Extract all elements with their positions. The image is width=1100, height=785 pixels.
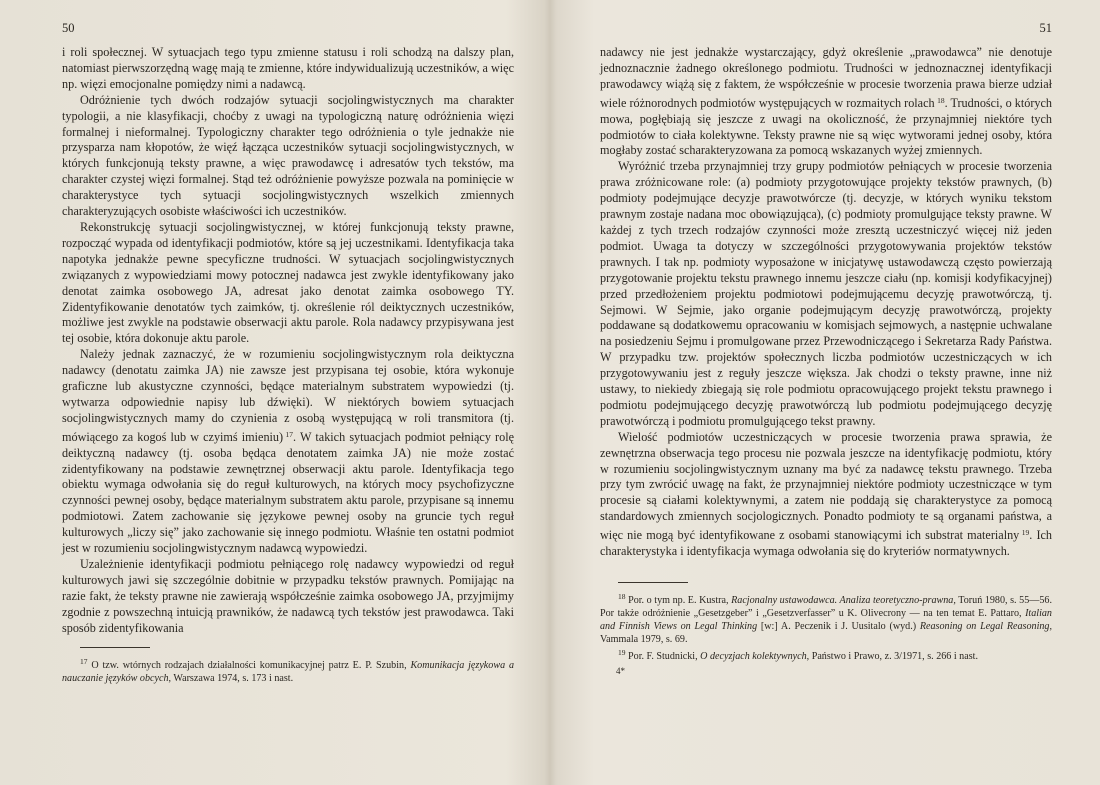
footnote-number: 18 — [618, 592, 626, 601]
footnote-text: Toruń 1980, s. 55—56. Por także odróżnienie „Gesetzgeber” i „Gesetzverfasser” u K. Olivecrony — na ten temat E. Pattaro, — [600, 595, 1052, 619]
footnotes-left — [62, 655, 514, 685]
right-body-text — [600, 45, 1052, 560]
footnote-text: Państwo i Prawo, z. 3/1971, s. 266 i nast. — [811, 651, 978, 662]
paragraph: i roli społecznej. W sytuacjach tego typu zmienne statusu i roli schodzą na dalszy plan, natomiast pierwszorzędną wagę mają te zmienne, które indywidualizują uczestników, a więc np. więzi emocjonalne pomiędzy nimi a nadawcą. — [62, 45, 515, 91]
footnote-reference: 17 — [285, 429, 294, 439]
paragraph-text: Należy jednak zaznaczyć, że w rozumieniu socjolingwistycznym rola deiktyczna nadawcy (denotatu zaimka JA) nie zawsze jest przypisana tej osobie, która wykonuje graficzne lub akustyczne czynności, będące materialnym substratem wypowiedzi (tj. wytwarza odpowiednie napisy lub dźwięki). W niektórych bowiem sytuacjach socjolingwistycznych mamy do czynienia z osobą występującą w roli transmitora (tj. mówiącego za kogoś lub w czyimś imieniu) — [62, 347, 514, 444]
paragraph: Wyróżnić trzeba przynajmniej trzy grupy podmiotów pełniących w procesie tworzenia prawa zróżnicowane role: (a) podmioty przygotowujące projekty tekstów prawnych, (b) podmioty podejmujące decyzje prawotwórcze (tj. decyzje, w których wyniku tekstom prawnym zostaje nadana moc obowiązująca), (c) podmioty promulgujące teksty prawne. W każdej z tych trzech rodzajów czynności może zresztą uczestniczyć więcej niż jeden podmiot. Uwaga ta dotyczy w szczególności przygotowywania projektów tekstów prawnych. I tak np. podmioty wyposażone w inicjatywę ustawodawczą często powierzają przygotowanie projektu tekstu prawnego innemu jeszcze ciału (np. komisji kodyfikacyjnej) przed przedłożeniem projektu podmiotowi podejmującemu decyzję prawotwórczą, tj. Sejmowi. W Sejmie, jako organie podejmującym decyzję prawotwórczą, projekty poddawane są dodatkowemu opracowaniu w komisjach sejmowych, a następnie uchwalane na posiedzeniu Sejmu i promulgowane przez Przewodniczącego i Sekretarza Rady Państwa. W przypadku tzw. projektów społecznych liczba podmiotów uczestniczących w ich przygotowywaniu jest z reguły jeszcze większa. Jak chodzi o teksty prawne, inne niż ustawy, to niekiedy zbiegają się role podmiotu opracowującego projekt tekstu prawnego i podmiotu podejmującego decyzję prawotwórczą lub podmiotu podejmującego decyzję prawotwórczą i podmiotu promulgującego tekst prawny. — [600, 159, 1052, 428]
paragraph-text: W takich sytuacjach podmiot pełniący rolę deiktyczną nadawcy (tj. osoba będąca denotatem zaimka JA) nie może zostać zidentyfikowany na podstawie zewnętrznej obserwacji aktu parole. Identyfikacja tego obiektu wymaga odwołania się do reguł kulturowych, na których mocy psychofizyczne czynności pewnej osoby, będące materialnym substratem aktu parole, przypisane są innemu podmiotowi. Zatem zachowanie się językowe pewnej osoby na gruncie tych reguł kulturowych „liczy się” jako zachowanie się innego podmiotu. Właśnie ten ostatni podmiot jest w rozumieniu socjolingwistycznym nadawcą wypowiedzi. — [62, 429, 514, 556]
footnote-text: O tzw. wtórnych rodzajach działalności komunikacyjnej patrz E. P. Szubin, — [91, 659, 407, 671]
page-number-left: 50 — [62, 21, 75, 35]
footnote-text: Por. o tym np. E. Kustra, — [628, 595, 729, 606]
footnote-text: Por. F. Studnicki, — [628, 651, 698, 662]
footnote — [600, 646, 1052, 663]
footnote-title: Italian and Finnish Views on Legal Thinking — [600, 608, 1052, 632]
paragraph-text: . Trudności, o których mowa, pogłębiają się jeszcze z uwagi na okoliczność, że przynajmniej niektóre tych podmiotów to ciała kolektywne. Teksty prawne nie są więc wytworami jednej osoby, która mogłaby zostać scharakteryzowana za pomocą wskazanych wyżej zmiennych. — [600, 95, 1052, 158]
footnote-text: Warszawa 1974, s. 173 i nast. — [173, 672, 294, 684]
footnote-text: Vammala 1979, s. 69. — [600, 634, 688, 645]
footnote-divider — [618, 582, 688, 583]
paragraph: Należy jednak zaznaczyć, że w rozumieniu socjolingwistycznym rola deiktyczna nadawcy (denotatu zaimka JA) nie zawsze jest przypisana tej osobie, która wykonuje graficzne lub akustyczne czynności, będące materialnym substratem wypowiedzi (tj. wytwarza odpowiednie napisy lub dźwięki). W niektórych bowiem sytuacjach socjolingwistycznych mamy do czynienia z osobą występującą w roli transmitora (tj. mówiącego za kogoś lub w czyimś imieniu) $^{17}$. W takich sytuacjach podmiot pełniący rolę deiktyczną nadawcy (tj. osoba będąca denotatem zaimka JA) nie może zostać zidentyfikowany na podstawie zewnętrznej obserwacji aktu parole. Identyfikacja tego obiektu wymaga odwołania się do reguł kulturowych, na których mocy psychofizyczne czynności pewnej osoby, będące materialnym substratem aktu parole, przypisane są innemu podmiotowi. Zatem zachowanie się językowe pewnej osoby na gruncie tych reguł kulturowych „liczy się” jako zachowanie się innego podmiotu. Właśnie ten ostatni podmiot jest w rozumieniu socjolingwistycznym nadawcą wypowiedzi. — [62, 347, 514, 556]
paragraph: Odróżnienie tych dwóch rodzajów sytuacji socjolingwistycznych ma charakter typologii, a nie klasyfikacji, choćby z uwagi na typologiczną naturę odróżnienia więzi formalnej i nieformalnej. Typologiczny charakter tego odróżnienia o tyle jednakże nie przysparza nam kłopotów, że więź łącząca uczestników sytuacji socjolingwistycznych, w których funkcjonują teksty prawne, a więc prawodawcę i adresatów tych tekstów, ma charakter czystej więzi formalnej. Stąd też odróżnienie powyższe pozwala na pominięcie w charakterystyce tych sytuacji socjolingwistycznych wszelkich zmiennych charakteryzujących osobiste właściwości ich uczestników. — [62, 92, 514, 219]
paragraph: Rekonstrukcję sytuacji socjolingwistycznej, w której funkcjonują teksty prawne, rozpocząć wypada od identyfikacji podmiotów, które są jej uczestnikami. Identyfikacja taka napotyka jednakże pewne specyficzne trudności. W sytuacjach socjolingwistycznych związanych z wypowiedziami mowy potocznej nadawca jest zwykle identyfikowany jako denotat zaimka osobowego JA, adresat jako denotat zaimka osobowego TY. Zidentyfikowanie denotatów tych zaimków, tj. określenie ról deiktycznych uczestników, możliwe jest zwykle na podstawie obserwacji aktu parole. Rola nadawcy przypisywana jest tej osobie, która dokonuje aktu parole. — [62, 219, 514, 346]
footnote-text: [w:] A. Peczenik i J. Uusitalo (wyd.) — [760, 621, 917, 632]
paragraph — [600, 430, 1052, 560]
footnote-title: Racjonalny ustawodawca. Analiza teoretyczno-prawna, — [731, 595, 956, 606]
footnote-reference: 19 — [1021, 528, 1030, 538]
footnote — [600, 590, 1052, 646]
paragraph-text: nadawcy nie jest jednakże wystarczający, gdyż określenie „prawodawca” nie denotuje jednoznacznie żadnego określonego podmiotu. Trudności w jednoznacznej identyfikacji prawodawcy wiążą się z faktem, że współcześnie w procesie tworzenia prawa bierze udział wiele różnorodnych podmiotów występujących w rozmaitych rolach — [600, 45, 1052, 110]
footnote — [62, 655, 514, 685]
footnote-reference: 18 — [937, 95, 945, 105]
paragraph-text: Wielość podmiotów uczestniczących w procesie tworzenia prawa sprawia, że zewnętrzna obserwacja tego procesu nie pozwala jeszcze na identyfikację podmiotu, który w rozumieniu socjolingwistycznym uznany ma być za nadawcę tekstu prawnego. Trzeba przy tym zwrócić uwagę na fakt, że przynajmniej niektóre podmioty uczestniczące w tym procesie są ciałami kolektywnymi, a zatem nie poddają się charakterystyce za pomocą standardowych zmiennych socjologicznych. Ponadto podmioty te są organami państwa, a więc nie mogą być identyfikowane z osobami stanowiącymi ich substrat materialny — [600, 429, 1052, 543]
footnotes-right — [600, 590, 1052, 678]
signature-mark: 4* — [616, 666, 625, 676]
footnote-divider — [80, 647, 150, 648]
paragraph — [600, 45, 1052, 159]
paragraph-text: . Ich charakterystyka i identyfikacja wymaga odwołania się do kryteriów normatywnych. — [600, 528, 1053, 559]
footnote-title: O decyzjach kolektywnych, — [700, 651, 810, 662]
footnote-number: 19 — [618, 648, 626, 657]
right-page — [550, 0, 1100, 785]
left-body-text — [62, 45, 514, 637]
paragraph: Uzależnienie identyfikacji podmiotu pełniącego rolę nadawcy wypowiedzi od reguł kulturowych jawi się szczególnie dobitnie w przypadku tekstów prawnych. Pomijając na razie fakt, że teksty prawne nie zawierają współcześnie zaimka osobowego JA, przyjmijmy zgodnie z powszechną intuicją prawników, że nadawcą tych tekstów jest prawodawca. Taki sposób zidentyfikowania — [62, 557, 514, 635]
footnote-title: Reasoning on Legal Reasoning, — [919, 621, 1052, 632]
page-number-right: 51 — [1039, 21, 1052, 35]
footnote-number: 17 — [80, 656, 88, 666]
footnote-title: Komunikacja językowa a nauczanie języków obcych, — [62, 659, 514, 684]
